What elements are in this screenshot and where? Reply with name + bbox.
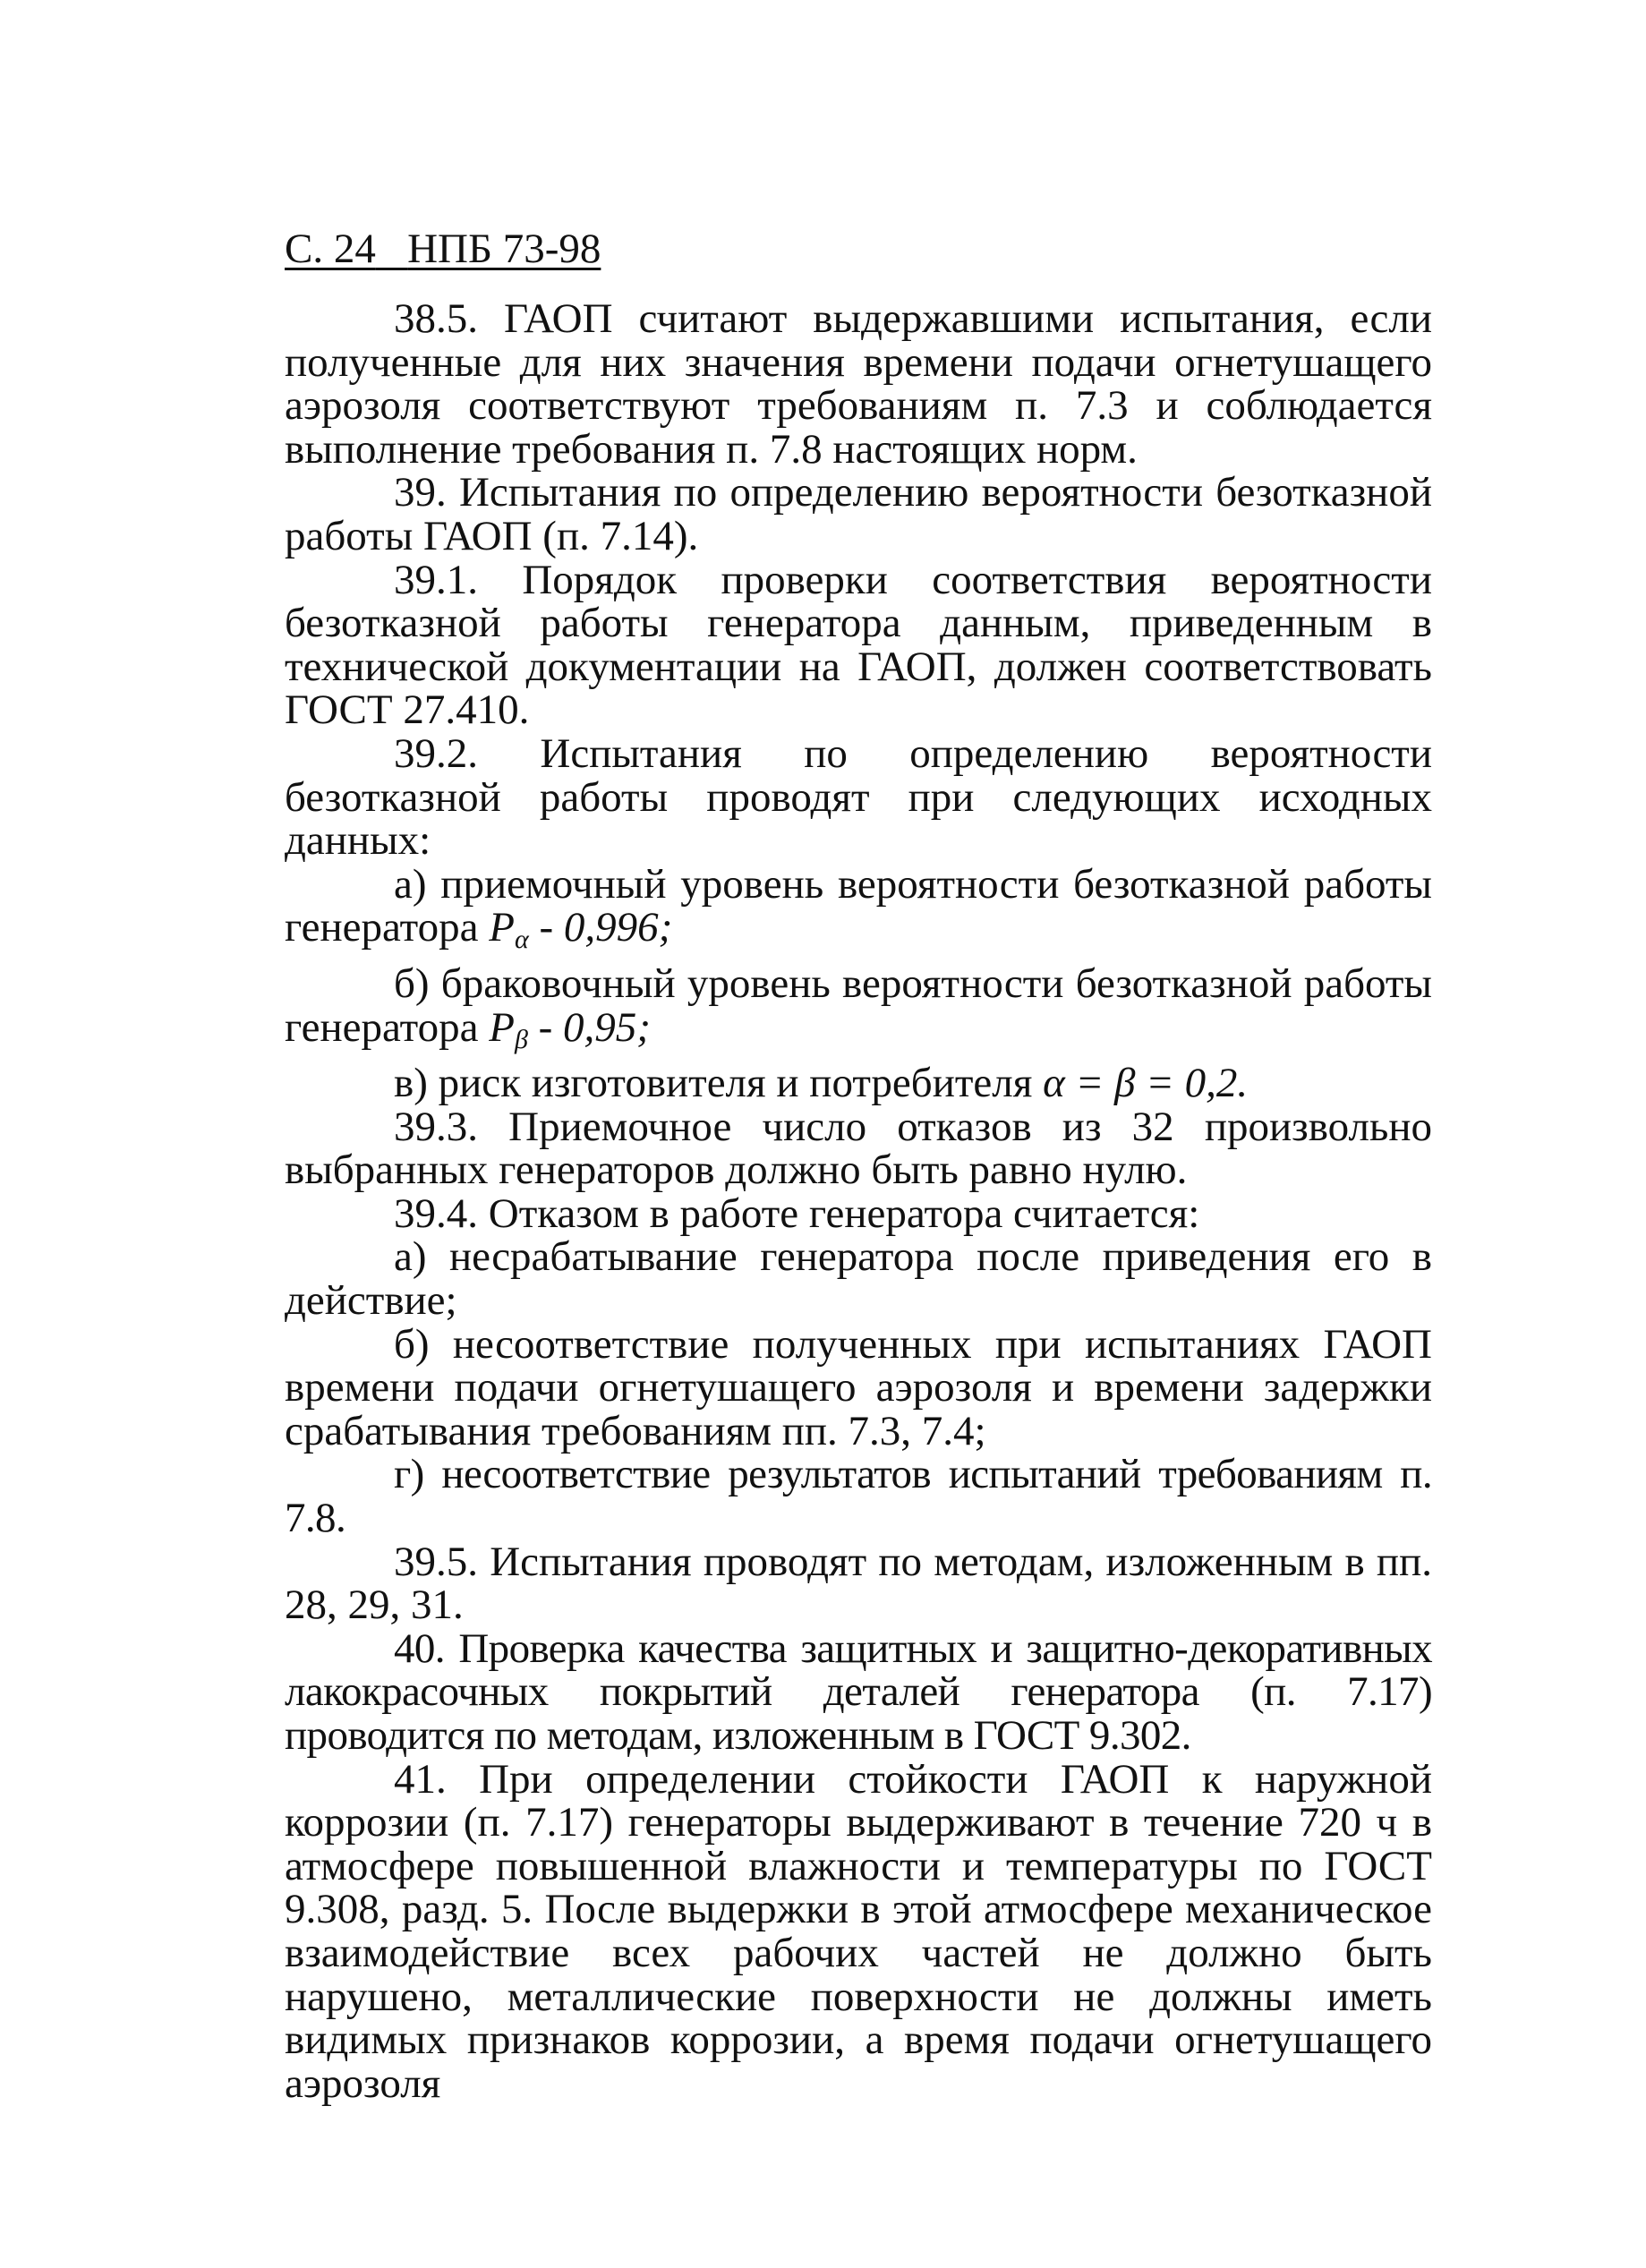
list-item-b (285, 959, 1432, 1062)
paragraph-39-5: 39.5. Испытания проводят по методам, изложенным в пп. 28, 29, 31. (285, 1538, 1432, 1629)
list-item-text: а) приемочный уровень вероятности безотказной работы генератора (285, 860, 1432, 951)
page-header (285, 224, 601, 274)
failure-item-a: а) несрабатывание генератора после приведения его в действие; (285, 1233, 1432, 1325)
list-item-text: в) риск изготовителя и потребителя (394, 1060, 1044, 1107)
formula-subscript: α (514, 925, 529, 955)
paragraph-40: 40. Проверка качества защитных и защитно-декоративных лакокрасочных покрытий деталей генератора (п. 7.17) проводится по методам, изложенным в ГОСТ 9.302. (285, 1624, 1432, 1759)
list-item-v (285, 1062, 1432, 1105)
paragraph-39-3: 39.3. Приемочное число отказов из 32 произвольно выбранных генераторов должно быть равно нулю. (285, 1103, 1432, 1194)
list-item-a (285, 860, 1432, 962)
formula-subscript: β (514, 1024, 528, 1054)
paragraph-38-5: 38.5. ГАОП считают выдержавшими испытания, если полученные для них значения времени подачи огнетушащего аэрозоля соответствуют требованиям п. 7.3 и соблюдается выполнение требования п. 7.8 настоящих норм. (285, 295, 1432, 473)
document-body (285, 297, 1432, 2105)
paragraph-39-1: 39.1. Порядок проверки соответствия вероятности безотказной работы генератора данным, приведенным в технической документации на ГАОП, должен соответствовать ГОСТ 27.410. (285, 556, 1432, 734)
page-number: С. 24 (285, 226, 376, 272)
paragraph-39-2: 39.2. Испытания по определению вероятности безотказной работы проводят при следующих исходных данных: (285, 729, 1432, 865)
failure-item-g: г) несоответствие результатов испытаний требованиям п. 7.8. (285, 1451, 1432, 1542)
formula-value: - 0,996; (528, 904, 673, 951)
paragraph-39-4: 39.4. Отказом в работе генератора считается: (394, 1189, 1200, 1237)
paragraph-39: 39. Испытания по определению вероятности безотказной работы ГАОП (п. 7.14). (285, 469, 1432, 559)
formula-symbol: P (489, 904, 515, 951)
paragraph-41: 41. При определении стойкости ГАОП к наружной коррозии (п. 7.17) генераторы выдерживают в течение 720 ч в атмосфере повышенной влажности и температуры по ГОСТ 9.308, разд. 5. После выдержки в этой атмосфере механическое взаимодействие всех рабочих частей не должно быть нарушено, металлические поверхности не должны иметь видимых признаков коррозии, а время подачи огнетушащего аэрозоля (285, 1755, 1432, 2107)
document-code: НПБ 73-98 (407, 226, 601, 272)
formula-symbol: P (489, 1003, 515, 1051)
failure-item-b: б) несоответствие полученных при испытаниях ГАОП времени подачи огнетушащего аэрозоля и времени задержки срабатывания требованиям пп. 7.3, 7.4; (285, 1320, 1432, 1454)
list-item-text: б) браковочный уровень вероятности безотказной работы генератора (285, 959, 1432, 1051)
formula-value: - 0,95; (527, 1003, 651, 1051)
formula: α = β = 0,2. (1043, 1060, 1249, 1107)
